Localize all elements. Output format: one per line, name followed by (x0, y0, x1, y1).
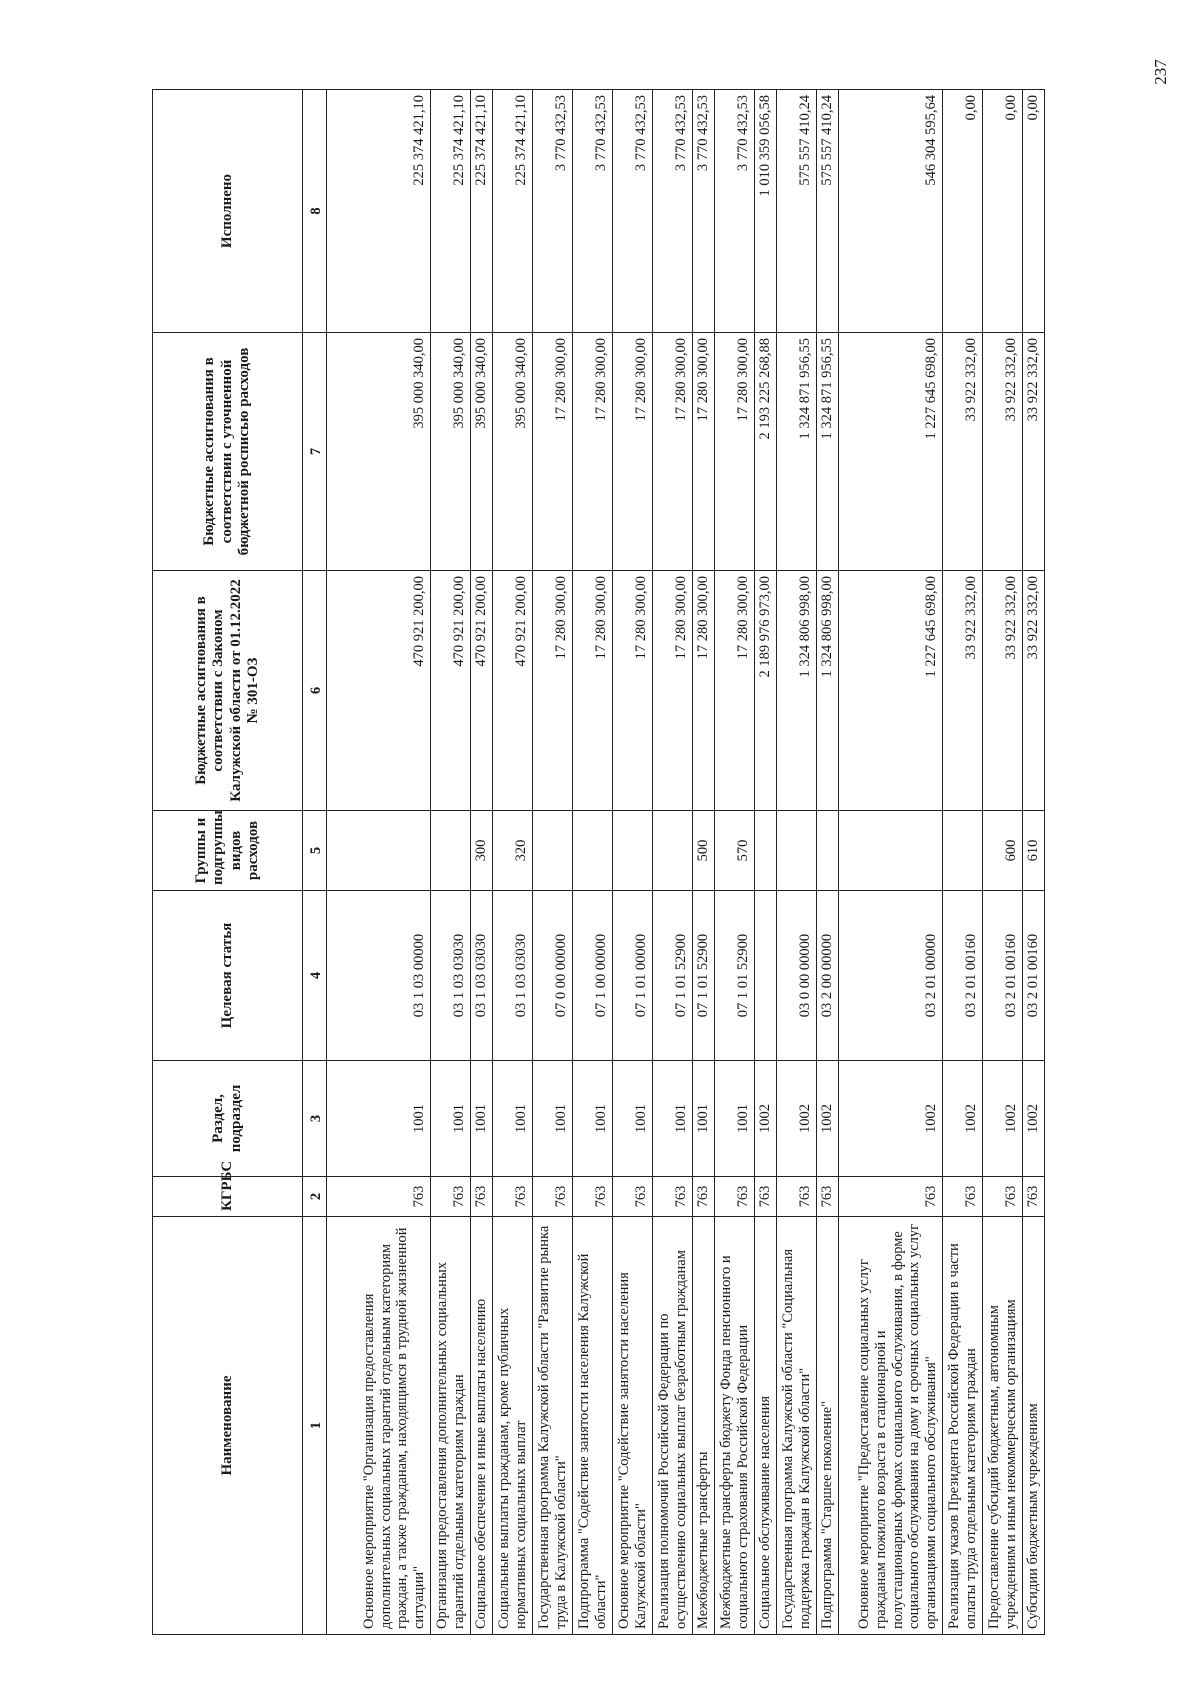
table-body (327, 90, 1045, 1635)
row-expense-group (653, 811, 693, 891)
row-target-article: 03 1 03 03030 (471, 891, 493, 1061)
row-razdel: 1002 (777, 1061, 817, 1177)
column-number: 2 (303, 1177, 327, 1217)
row-expense-group (613, 811, 653, 891)
table-row (715, 90, 755, 1635)
row-name: Реализация полномочий Российской Федерации по осуществлению социальных выплат безработным гражданам (653, 1217, 693, 1635)
row-target-article: 03 1 03 03030 (431, 891, 471, 1061)
row-kgrbs: 763 (573, 1177, 613, 1217)
header-executed: Исполнено (153, 90, 303, 333)
column-number: 8 (303, 90, 327, 333)
row-expense-group: 320 (493, 811, 533, 891)
row-name: Основное мероприятие "Предоставление социальных услуг гражданам пожилого возраста в стационарной и полустационарных формах социального обслуживания, в форме социального обслуживания на дому и срочных социальных услуг организациями социального обслуживания" (839, 1217, 943, 1635)
row-expense-group (777, 811, 817, 891)
row-kgrbs: 763 (755, 1177, 777, 1217)
table-row (431, 90, 471, 1635)
row-razdel: 1002 (755, 1061, 777, 1177)
row-target-article: 03 2 01 00160 (943, 891, 983, 1061)
row-executed-amount: 575 557 410,24 (817, 90, 839, 333)
table-row (573, 90, 613, 1635)
row-executed-amount: 225 374 421,10 (471, 90, 493, 333)
row-razdel: 1002 (943, 1061, 983, 1177)
row-target-article: 03 2 00 00000 (817, 891, 839, 1061)
row-name: Подпрограмма "Старшее поколение" (817, 1217, 839, 1635)
header-plan-appropriations: Бюджетные ассигнования в соответствии с уточненной бюджетной росписью расходов (153, 333, 303, 571)
row-kgrbs: 763 (693, 1177, 715, 1217)
row-plan-amount: 33 922 332,00 (943, 333, 983, 571)
row-kgrbs: 763 (653, 1177, 693, 1217)
row-razdel: 1001 (613, 1061, 653, 1177)
row-kgrbs: 763 (839, 1177, 943, 1217)
row-name: Социальное обеспечение и иные выплаты населению (471, 1217, 493, 1635)
table-row (777, 90, 817, 1635)
row-target-article: 03 1 03 00000 (327, 891, 431, 1061)
row-kgrbs: 763 (493, 1177, 533, 1217)
row-law-amount: 470 921 200,00 (471, 571, 493, 811)
row-executed-amount: 225 374 421,10 (493, 90, 533, 333)
row-executed-amount: 0,00 (983, 90, 1023, 333)
table-row (839, 90, 943, 1635)
column-number: 4 (303, 891, 327, 1061)
row-plan-amount: 17 280 300,00 (693, 333, 715, 571)
row-razdel: 1001 (327, 1061, 431, 1177)
table-row (693, 90, 715, 1635)
row-executed-amount: 3 770 432,53 (693, 90, 715, 333)
row-law-amount: 470 921 200,00 (431, 571, 471, 811)
row-razdel: 1002 (983, 1061, 1023, 1177)
row-expense-group: 570 (715, 811, 755, 891)
row-razdel: 1001 (573, 1061, 613, 1177)
row-name: Организация предоставления дополнительных социальных гарантий отдельным категориям граждан (431, 1217, 471, 1635)
header-target-article: Целевая статья (153, 891, 303, 1061)
row-razdel: 1002 (839, 1061, 943, 1177)
row-plan-amount: 395 000 340,00 (431, 333, 471, 571)
row-target-article: 03 2 01 00160 (983, 891, 1023, 1061)
row-expense-group (327, 811, 431, 891)
row-razdel: 1001 (471, 1061, 493, 1177)
budget-table-container (152, 90, 1132, 1635)
row-executed-amount: 3 770 432,53 (715, 90, 755, 333)
row-kgrbs: 763 (715, 1177, 755, 1217)
row-law-amount: 470 921 200,00 (327, 571, 431, 811)
row-plan-amount: 17 280 300,00 (533, 333, 573, 571)
header-expense-group: Группы и подгруппы видов расходов (153, 811, 303, 891)
table-row (983, 90, 1023, 1635)
table-row (493, 90, 533, 1635)
row-law-amount: 17 280 300,00 (693, 571, 715, 811)
header-name: Наименование (153, 1217, 303, 1635)
row-expense-group: 300 (471, 811, 493, 891)
row-executed-amount: 225 374 421,10 (327, 90, 431, 333)
page-number: 237 (1151, 59, 1170, 85)
header-razdel: Раздел, подраздел (153, 1061, 303, 1177)
row-law-amount: 1 227 645 698,00 (839, 571, 943, 811)
row-plan-amount: 1 324 871 956,55 (777, 333, 817, 571)
table-row (327, 90, 431, 1635)
row-plan-amount: 395 000 340,00 (471, 333, 493, 571)
row-razdel: 1001 (715, 1061, 755, 1177)
row-executed-amount: 546 304 595,64 (839, 90, 943, 333)
row-target-article: 03 2 01 00160 (1023, 891, 1045, 1061)
column-number: 1 (303, 1217, 327, 1635)
table-row (653, 90, 693, 1635)
row-kgrbs: 763 (777, 1177, 817, 1217)
row-expense-group (533, 811, 573, 891)
row-target-article: 07 1 01 52900 (693, 891, 715, 1061)
row-target-article: 03 2 01 00000 (839, 891, 943, 1061)
row-razdel: 1001 (533, 1061, 573, 1177)
row-executed-amount: 3 770 432,53 (573, 90, 613, 333)
row-target-article (755, 891, 777, 1061)
row-law-amount: 1 324 806 998,00 (817, 571, 839, 811)
row-expense-group: 500 (693, 811, 715, 891)
row-razdel: 1001 (493, 1061, 533, 1177)
row-plan-amount: 395 000 340,00 (493, 333, 533, 571)
column-number: 5 (303, 811, 327, 891)
table-row (817, 90, 839, 1635)
row-plan-amount: 1 324 871 956,55 (817, 333, 839, 571)
row-name: Межбюджетные трансферты (693, 1217, 715, 1635)
row-law-amount: 17 280 300,00 (533, 571, 573, 811)
row-plan-amount: 395 000 340,00 (327, 333, 431, 571)
row-plan-amount: 1 227 645 698,00 (839, 333, 943, 571)
row-plan-amount: 17 280 300,00 (715, 333, 755, 571)
table-row (1023, 90, 1045, 1635)
table-row (943, 90, 983, 1635)
row-razdel: 1001 (653, 1061, 693, 1177)
row-name: Основное мероприятие "Организация предоставления дополнительных социальных гарантий отдельным категориям граждан, а также гражданам, находящимся в трудной жизненной ситуации" (327, 1217, 431, 1635)
row-expense-group (943, 811, 983, 891)
row-executed-amount: 1 010 359 056,58 (755, 90, 777, 333)
row-name: Социальное обслуживание населения (755, 1217, 777, 1635)
row-law-amount: 17 280 300,00 (653, 571, 693, 811)
row-expense-group (573, 811, 613, 891)
row-expense-group: 600 (983, 811, 1023, 891)
row-kgrbs: 763 (431, 1177, 471, 1217)
header-kgrbs: КГРБС (153, 1177, 303, 1217)
row-plan-amount: 2 193 225 268,88 (755, 333, 777, 571)
row-law-amount: 2 189 976 973,00 (755, 571, 777, 811)
row-plan-amount: 33 922 332,00 (983, 333, 1023, 571)
row-executed-amount: 225 374 421,10 (431, 90, 471, 333)
row-kgrbs: 763 (327, 1177, 431, 1217)
row-name: Социальные выплаты гражданам, кроме публичных нормативных социальных выплат (493, 1217, 533, 1635)
row-target-article: 03 0 00 00000 (777, 891, 817, 1061)
row-target-article: 03 1 03 03030 (493, 891, 533, 1061)
row-razdel: 1001 (693, 1061, 715, 1177)
row-law-amount: 17 280 300,00 (715, 571, 755, 811)
row-expense-group (839, 811, 943, 891)
row-law-amount: 470 921 200,00 (493, 571, 533, 811)
row-executed-amount: 3 770 432,53 (653, 90, 693, 333)
row-plan-amount: 33 922 332,00 (1023, 333, 1045, 571)
row-name: Государственная программа Калужской области "Социальная поддержка граждан в Калужской области" (777, 1217, 817, 1635)
header-law-appropriations: Бюджетные ассигнования в соответствии с Законом Калужской области от 01.12.2022 № 301-ОЗ (153, 571, 303, 811)
row-kgrbs: 763 (471, 1177, 493, 1217)
row-razdel: 1001 (431, 1061, 471, 1177)
row-kgrbs: 763 (817, 1177, 839, 1217)
row-target-article: 07 1 01 52900 (715, 891, 755, 1061)
row-law-amount: 1 324 806 998,00 (777, 571, 817, 811)
row-name: Субсидии бюджетным учреждениям (1023, 1217, 1045, 1635)
row-kgrbs: 763 (533, 1177, 573, 1217)
row-executed-amount: 0,00 (1023, 90, 1045, 333)
column-number: 3 (303, 1061, 327, 1177)
header-row (153, 90, 303, 1635)
row-name: Подпрограмма "Содействие занятости населения Калужской области" (573, 1217, 613, 1635)
row-law-amount: 33 922 332,00 (1023, 571, 1045, 811)
row-kgrbs: 763 (1023, 1177, 1045, 1217)
row-executed-amount: 3 770 432,53 (533, 90, 573, 333)
row-target-article: 07 1 01 00000 (613, 891, 653, 1061)
row-razdel: 1002 (817, 1061, 839, 1177)
row-expense-group (817, 811, 839, 891)
row-plan-amount: 17 280 300,00 (573, 333, 613, 571)
row-law-amount: 33 922 332,00 (983, 571, 1023, 811)
row-expense-group (755, 811, 777, 891)
row-executed-amount: 0,00 (943, 90, 983, 333)
row-kgrbs: 763 (613, 1177, 653, 1217)
row-plan-amount: 17 280 300,00 (653, 333, 693, 571)
row-expense-group (431, 811, 471, 891)
row-name: Основное мероприятие "Содействие занятости населения Калужской области" (613, 1217, 653, 1635)
row-target-article: 07 1 01 52900 (653, 891, 693, 1061)
row-plan-amount: 17 280 300,00 (613, 333, 653, 571)
table-row (533, 90, 573, 1635)
table-row (755, 90, 777, 1635)
row-kgrbs: 763 (983, 1177, 1023, 1217)
row-executed-amount: 3 770 432,53 (613, 90, 653, 333)
table-row (613, 90, 653, 1635)
row-kgrbs: 763 (943, 1177, 983, 1217)
column-number: 7 (303, 333, 327, 571)
row-law-amount: 17 280 300,00 (613, 571, 653, 811)
row-target-article: 07 1 00 00000 (573, 891, 613, 1061)
row-law-amount: 17 280 300,00 (573, 571, 613, 811)
row-razdel: 1002 (1023, 1061, 1045, 1177)
budget-table (152, 89, 1045, 1635)
column-number: 6 (303, 571, 327, 811)
row-expense-group: 610 (1023, 811, 1045, 891)
row-target-article: 07 0 00 00000 (533, 891, 573, 1061)
row-name: Предоставление субсидий бюджетным, автономным учреждениям и иным некоммерческим организациям (983, 1217, 1023, 1635)
row-name: Государственная программа Калужской области "Развитие рынка труда в Калужской области" (533, 1217, 573, 1635)
row-law-amount: 33 922 332,00 (943, 571, 983, 811)
row-name: Межбюджетные трансферты бюджету Фонда пенсионного и социального страхования Российской Федерации (715, 1217, 755, 1635)
column-number-row (303, 90, 327, 1635)
row-executed-amount: 575 557 410,24 (777, 90, 817, 333)
row-name: Реализация указов Президента Российской Федерации в части оплаты труда отдельным категориям граждан (943, 1217, 983, 1635)
table-row (471, 90, 493, 1635)
